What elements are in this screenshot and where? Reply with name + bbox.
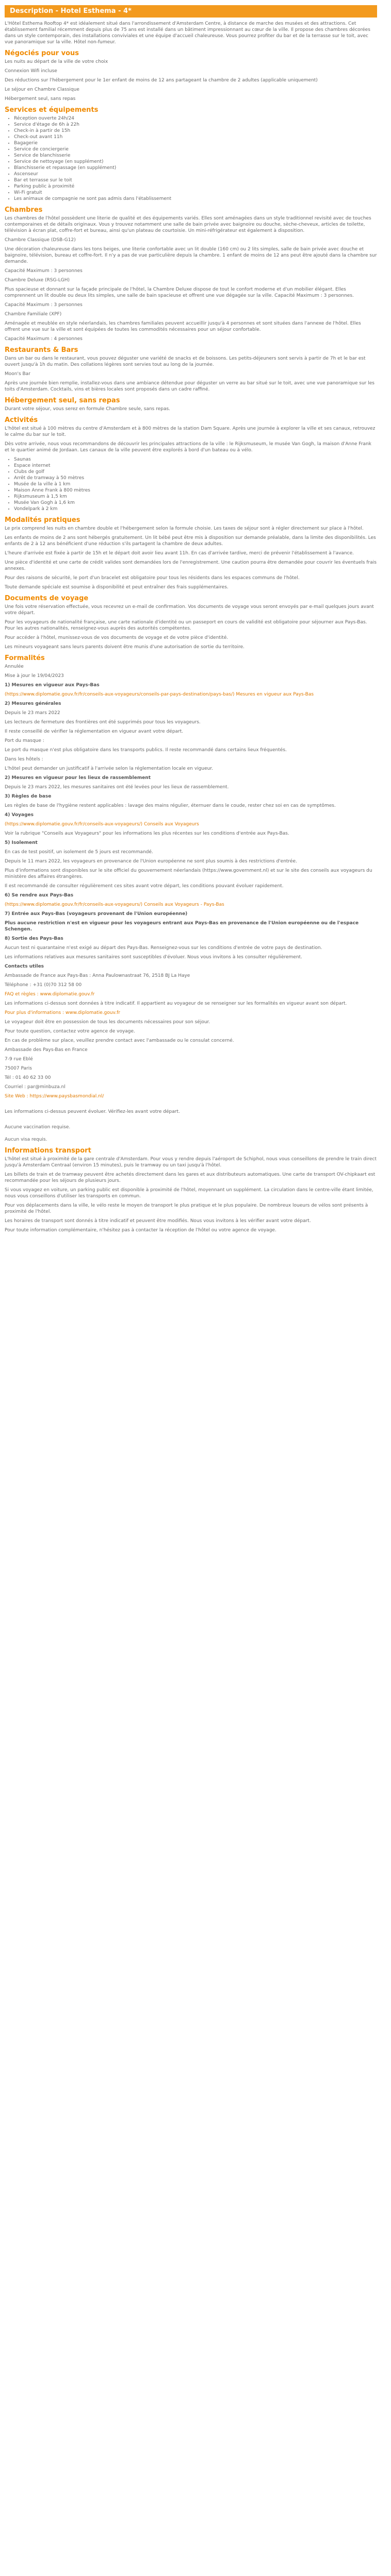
documents-paragraph: Pour accéder à l'hôtel, munissez-vous de vos documents de voyage et de votre pièce d'identité. xyxy=(5,635,229,640)
transport-paragraph: Si vous voyagez en voiture, un parking public est disponible à proximité de l'hôtel, moyennant un supplément. La circulation dans le centre-ville étant limitée, nous vous conseillons d'utiliser les transports en commun. xyxy=(5,1188,373,1199)
formalites-line: Ambassade de France aux Pays-Bas : Anna Paulownastraat 76, 2518 BJ La Haye xyxy=(5,973,190,978)
extra-line: Aucune vaccination requise. xyxy=(5,1125,71,1130)
formalites-link[interactable]: (https://www.diplomatie.gouv.fr/fr/conseils-aux-voyageurs/) Conseils aux Voyageurs xyxy=(5,822,199,827)
formalites-line: Le voyageur doit être en possession de tous les documents nécessaires pour son séjour. xyxy=(5,1020,210,1025)
formalites-line: Depuis le 23 mars 2022 xyxy=(5,710,60,716)
page-title: Description - Hotel Esthema - 4* xyxy=(5,5,377,18)
extra-line: Les informations ci-dessus peuvent évoluer. Vérifiez-les avant votre départ. xyxy=(5,1109,180,1114)
formalites-line: 6) Se rendre aux Pays-Bas xyxy=(5,893,74,898)
formalites-line: Depuis le 23 mars 2022, les mesures sanitaires ont été levées pour les lieux de rassemblement. xyxy=(5,785,229,790)
formalites-line: Les informations ci-dessus sont données à titre indicatif. Il appartient au voyageur de se renseigner sur les formalités en vigueur avant son départ. xyxy=(5,1001,347,1006)
room-description: Plus spacieuse et donnant sur la façade principale de l'hôtel, la Chambre Deluxe dispose de tout le confort moderne et d'un mobilier élégant. Elles comprennent un lit double ou deux lits simples, une salle de bain spacieuse et offrent une vue dégagée sur la ville. Capacité Maximum : 3 personnes. xyxy=(5,287,354,298)
formalites-line: Depuis le 11 mars 2022, les voyageurs en provenance de l'Union européenne ne sont plus soumis à des restrictions d'entrée. xyxy=(5,859,297,864)
formalites-line: Les informations relatives aux mesures sanitaires sont susceptibles d'évoluer. Nous vous invitons à les consulter régulièrement. xyxy=(5,955,302,960)
negocie-line: Des réductions sur l'hébergement pour le 1er enfant de moins de 12 ans partageant la chambre de 2 adultes (applicable uniquement) xyxy=(5,78,318,83)
negocie-line: Le séjour en Chambre Classique xyxy=(5,87,79,92)
formalites-line: Contacts utiles xyxy=(5,964,44,969)
formalites-line: Mise à jour le 19/04/2023 xyxy=(5,673,64,679)
list-item: • Bar et terrasse sur le toit xyxy=(14,177,377,183)
room-description: Aménagée et meublée en style néerlandais, les chambres familiales peuvent accueillir jusqu'à 4 personnes et sont situées dans l'annexe de l'hôtel. Elles offrent une vue sur la ville et sont équipées de toutes les commodités nécessaires pour un séjour confortable. xyxy=(5,321,361,332)
formalites-line: Annulée xyxy=(5,664,24,669)
transport-paragraph: Pour toute information complémentaire, n'hésitez pas à contacter la réception de l'hôtel ou votre agence de voyage. xyxy=(5,1228,276,1233)
list-item: • Les animaux de compagnie ne sont pas admis dans l'établissement xyxy=(14,196,377,202)
list-item: • Service de blanchisserie xyxy=(14,152,377,159)
list-item: • Parking public à proximité xyxy=(14,183,377,190)
activites-list xyxy=(14,456,377,512)
list-item: • Blanchisserie et repassage (en supplément) xyxy=(14,165,377,171)
section-heading-hebergement: Hébergement seul, sans repas xyxy=(5,397,120,404)
documents-paragraph: Pour les voyageurs de nationalité française, une carte nationale d'identité ou un passeport en cours de validité est obligatoire pour séjourner aux Pays-Bas. Pour les autres nationalités, renseignez-vous auprès des autorités compétentes. xyxy=(5,620,367,631)
list-item: • Musée Van Gogh à 1,6 km xyxy=(14,500,377,506)
room-name: Chambre Deluxe (RSG-LGH) xyxy=(5,278,70,283)
formalites-line: Plus aucune restriction n'est en vigueur pour les voyageurs entrant aux Pays-Bas en provenance de l'Union européenne ou de l'espace Schengen. xyxy=(5,921,359,932)
formalites-link[interactable]: (https://www.diplomatie.gouv.fr/fr/conseils-aux-voyageurs/) Conseils aux Voyageurs - Pays-Bas xyxy=(5,902,224,907)
formalites-line: Port du masque : xyxy=(5,738,44,743)
formalites-line: 3) Règles de base xyxy=(5,794,52,799)
section-heading-activites: Activités xyxy=(5,416,38,424)
list-item: • Service de conciergerie xyxy=(14,146,377,152)
chambres-intro: Les chambres de l'hôtel possèdent une literie de qualité et des équipements variés. Elles sont aménagées dans un style traditionnel revisité avec de touches contemporaines et de détails originaux. Vous y trouvez notamment une salle de bain privée avec baignoire ou douche, sèche-cheveux, articles de toilette, télévision à écran plat, coffre-fort et bureau, ainsi qu'un plateau de courtoisie. Un mini-réfrigérateur est également à disposition. xyxy=(5,216,371,233)
formalites-link[interactable]: Site Web : https://www.paysbasmondial.nl/ xyxy=(5,1094,104,1099)
formalites-line: 75007 Paris xyxy=(5,1066,32,1071)
section-heading-documents: Documents de voyage xyxy=(5,595,89,602)
formalites-link[interactable]: FAQ et règles : www.diplomatie.gouv.fr xyxy=(5,992,95,997)
formalites-line: Il est recommandé de consulter régulièrement ces sites avant votre départ, les conditions pouvant évoluer rapidement. xyxy=(5,884,284,889)
list-item: • Check-out avant 11h xyxy=(14,134,377,140)
section-heading-modalites: Modalités pratiques xyxy=(5,516,80,524)
formalites-line: 4) Voyages xyxy=(5,812,34,818)
formalites-line: Les règles de base de l'hygiène restent applicables : lavage des mains régulier, éternuer dans le coude, rester chez soi en cas de symptômes. xyxy=(5,803,336,808)
list-item: • Ascenseur xyxy=(14,171,377,177)
room-name: Chambre Familiale (XPF) xyxy=(5,312,62,317)
section-heading-formalites: Formalités xyxy=(5,654,45,662)
list-item: • Service de nettoyage (en supplément) xyxy=(14,159,377,165)
formalites-line: Dans les hôtels : xyxy=(5,757,43,762)
transport-paragraph: Les billets de train et de tramway peuvent être achetés directement dans les gares et aux distributeurs automatiques. Une carte de transport OV-chipkaart est recommandée pour les séjours de plusieurs jours. xyxy=(5,1172,376,1183)
services-list xyxy=(14,115,377,202)
room-name: Chambre Classique (DSB-G12) xyxy=(5,238,76,243)
list-item: • Réception ouverte 24h/24 xyxy=(14,115,377,122)
modalites-paragraph: Pour des raisons de sécurité, le port d'un bracelet est obligatoire pour tous les résidents dans les espaces communs de l'hôtel. xyxy=(5,575,300,581)
formalites-line: Téléphone : +31 (0)70 312 58 00 xyxy=(5,982,82,988)
documents-paragraph: Les mineurs voyageant sans leurs parents doivent être munis d'une autorisation de sortie du territoire. xyxy=(5,645,245,650)
section-heading-negocie: Négociés pour vous xyxy=(5,49,79,57)
list-item: • Service d'étage de 6h à 22h xyxy=(14,122,377,128)
list-item: • Check-in à partir de 15h xyxy=(14,128,377,134)
hebergement-text: Durant votre séjour, vous serez en formule Chambre seule, sans repas. xyxy=(5,406,171,412)
formalites-line: Tél : 01 40 62 33 00 xyxy=(5,1075,51,1080)
list-item: • Rijksmuseum à 1,5 km xyxy=(14,494,377,500)
formalites-line: Pour toute question, contactez votre agence de voyage. xyxy=(5,1029,135,1034)
list-item: • Musée de la ville à 1 km xyxy=(14,481,377,487)
formalites-line: 7-9 rue Eblé xyxy=(5,1057,33,1062)
formalites-line: En cas de test positif, un isolement de 5 jours est recommandé. xyxy=(5,850,153,855)
formalites-line: Ambassade des Pays-Bas en France xyxy=(5,1047,88,1053)
list-item: • Vondelpark à 2 km xyxy=(14,506,377,512)
formalites-link[interactable]: Pour plus d'informations : www.diplomatie.gouv.fr xyxy=(5,1010,120,1015)
activites-intro-2: Dès votre arrivée, nous vous recommandons de découvrir les principales attractions de la ville : le Rijksmuseum, le musée Van Gogh, la maison d'Anne Frank et le quartier animé de Jordaan. Les canaux de la ville peuvent être explorés à bord d'un bateau ou à vélo. xyxy=(5,442,371,453)
section-heading-services: Services et équipements xyxy=(5,106,99,114)
formalites-line: 1) Mesures en vigueur aux Pays-Bas xyxy=(5,683,100,688)
modalites-paragraph: Le prix comprend les nuits en chambre double et l'hébergement selon la formule choisie. Les taxes de séjour sont à régler directement sur place à l'hôtel. xyxy=(5,526,364,531)
transport-paragraph: Pour vos déplacements dans la ville, le vélo reste le moyen de transport le plus pratique et le plus populaire. De nombreux loueurs de vélos sont présents à proximité de l'hôtel. xyxy=(5,1203,368,1214)
activites-intro: L'hôtel est situé à 100 mètres du centre d'Amsterdam et à 800 mètres de la station Dam Square. Après une journée à explorer la ville et ses canaux, retrouvez le calme du bar sur le toit. xyxy=(5,426,376,437)
restaurants-intro: Dans un bar ou dans le restaurant, vous pouvez déguster une variété de snacks et de boissons. Les petits-déjeuners sont servis à partir de 7h et le bar est ouvert jusqu'à 1h du matin. Des collations légères sont servies tout au long de la journée. xyxy=(5,356,366,367)
formalites-line: L'hôtel peut demander un justificatif à l'arrivée selon la réglementation locale en vigueur. xyxy=(5,766,214,771)
transport-paragraph: Les horaires de transport sont donnés à titre indicatif et peuvent être modifiés. Nous vous invitons à les vérifier avant votre départ. xyxy=(5,1218,311,1224)
section-heading-restaurants: Restaurants & Bars xyxy=(5,346,78,354)
negocie-line: Hébergement seul, sans repas xyxy=(5,96,76,101)
modalites-paragraph: L'heure d'arrivée est fixée à partir de 15h et le départ doit avoir lieu avant 11h. En cas d'arrivée tardive, merci de prévenir l'établissement à l'avance. xyxy=(5,551,354,556)
modalites-paragraph: Les enfants de moins de 2 ans sont hébergés gratuitement. Un lit bébé peut être mis à disposition sur demande préalable, dans la limite des disponibilités. Les enfants de 2 à 12 ans bénéficient d'une réduction s'ils partagent la chambre de deux adultes. xyxy=(5,535,376,547)
formalites-line: En cas de problème sur place, veuillez prendre contact avec l'ambassade ou le consulat concerné. xyxy=(5,1038,234,1043)
list-item: • Saunas xyxy=(14,456,377,463)
formalites-line: Voir la rubrique "Conseils aux Voyageurs" pour les informations les plus récentes sur les conditions d'entrée aux Pays-Bas. xyxy=(5,831,289,836)
page xyxy=(0,0,382,1247)
negocie-line: Connexion Wifi incluse xyxy=(5,69,57,74)
formalites-line: Plus d'informations sont disponibles sur le site officiel du gouvernement néerlandais (https://www.government.nl) et sur le site des conseils aux voyageurs du ministère des affaires étrangères. xyxy=(5,868,372,879)
extra-line: Aucun visa requis. xyxy=(5,1137,47,1142)
formalites-line: 2) Mesures générales xyxy=(5,701,61,706)
list-item: • Wi-Fi gratuit xyxy=(14,190,377,196)
bar-description: Après une journée bien remplie, installez-vous dans une ambiance détendue pour déguster un verre au bar situé sur le toit, avec une vue panoramique sur les toits d'Amsterdam. Cocktails, vins et bières locales sont proposés dans un cadre raffiné. xyxy=(5,381,374,392)
modalites-paragraph: Toute demande spéciale est soumise à disponibilité et peut entraîner des frais supplémentaires. xyxy=(5,585,229,590)
formalites-line: 5) Isolement xyxy=(5,840,38,845)
list-item: • Espace internet xyxy=(14,463,377,469)
list-item: • Bagagerie xyxy=(14,140,377,146)
spacer xyxy=(5,1103,377,1109)
formalites-line: Les lecteurs de fermeture des frontières ont été supprimés pour tous les voyageurs. xyxy=(5,720,201,725)
formalites-line: Courriel : par@minbuza.nl xyxy=(5,1084,66,1090)
modalites-paragraph: Une pièce d'identité et une carte de crédit valides sont demandées lors de l'enregistrement. Une caution pourra être demandée pour couvrir les éventuels frais annexes. xyxy=(5,560,377,571)
list-item: • Maison Anne Frank à 800 mètres xyxy=(14,487,377,494)
intro-text: L'Hôtel Esthema Rooftop 4* est idéalement situé dans l'arrondissement d'Amsterdam Centre, à distance de marche des musées et des attractions. Cet établissement familial récemment depuis plus de 75 ans est installé dans un bâtiment impressionnant au cœur de la ville. Il propose des chambres décorées dans un style contemporain, des installations conviviales et une équipe d'accueil chaleureuse. Vous pourrez profiter du bar et de la terrasse sur le toit, avec vue panoramique sur la ville. Hôtel non-fumeur. xyxy=(5,21,370,45)
formalites-line: Il reste conseillé de vérifier la réglementation en vigueur avant votre départ. xyxy=(5,729,184,734)
room-capacity: Capacité Maximum : 3 personnes xyxy=(5,302,83,308)
bar-name: Moon's Bar xyxy=(5,371,30,377)
formalites-line: 2) Mesures en vigueur pour les lieux de rassemblement xyxy=(5,775,151,781)
documents-paragraph: Une fois votre réservation effectuée, vous recevrez un e-mail de confirmation. Vos documents de voyage vous seront envoyés par e-mail quelques jours avant votre départ. xyxy=(5,604,374,616)
spacer xyxy=(5,1118,377,1124)
room-capacity: Capacité Maximum : 3 personnes xyxy=(5,268,83,274)
section-heading-chambres: Chambres xyxy=(5,206,43,214)
room-description: Une décoration chaleureuse dans les tons beiges, une literie confortable avec un lit double (160 cm) ou 2 lits simples, salle de bain privée avec douche et baignoire, télévision, bureau et coffre-fort. Il n'y a pas de vue particulière depuis la chambre. 1 enfant de moins de 12 ans peut être ajouté dans la chambre sur demande. xyxy=(5,247,377,264)
transport-paragraph: L'hôtel est situé à proximité de la gare centrale d'Amsterdam. Pour vous y rendre depuis l'aéroport de Schiphol, nous vous conseillons de prendre le train direct jusqu'à Amsterdam Centraal (environ 15 minutes), puis le tramway ou un taxi jusqu'à l'hôtel. xyxy=(5,1157,377,1168)
formalites-line: 8) Sortie des Pays-Bas xyxy=(5,936,63,941)
negocie-line: Les nuits au départ de la ville de votre choix xyxy=(5,59,108,64)
room-capacity: Capacité Maximum : 4 personnes xyxy=(5,336,83,342)
list-item: • Arrêt de tramway à 50 mètres xyxy=(14,475,377,481)
formalites-link[interactable]: (https://www.diplomatie.gouv.fr/fr/conseils-aux-voyageurs/conseils-par-pays-destination/pays-bas/) Mesures en vigueur aux Pays-Bas xyxy=(5,692,314,697)
list-item: • Clubs de golf xyxy=(14,469,377,475)
formalites-line: 7) Entrée aux Pays-Bas (voyageurs provenant de l'Union européenne) xyxy=(5,911,188,917)
section-heading-transport: Informations transport xyxy=(5,1147,91,1155)
formalites-line: Aucun test ni quarantaine n'est exigé au départ des Pays-Bas. Renseignez-vous sur les conditions d'entrée de votre pays de destination. xyxy=(5,945,322,951)
formalites-line: Le port du masque n'est plus obligatoire dans les transports publics. Il reste recommandé dans certains lieux fréquentés. xyxy=(5,748,287,753)
